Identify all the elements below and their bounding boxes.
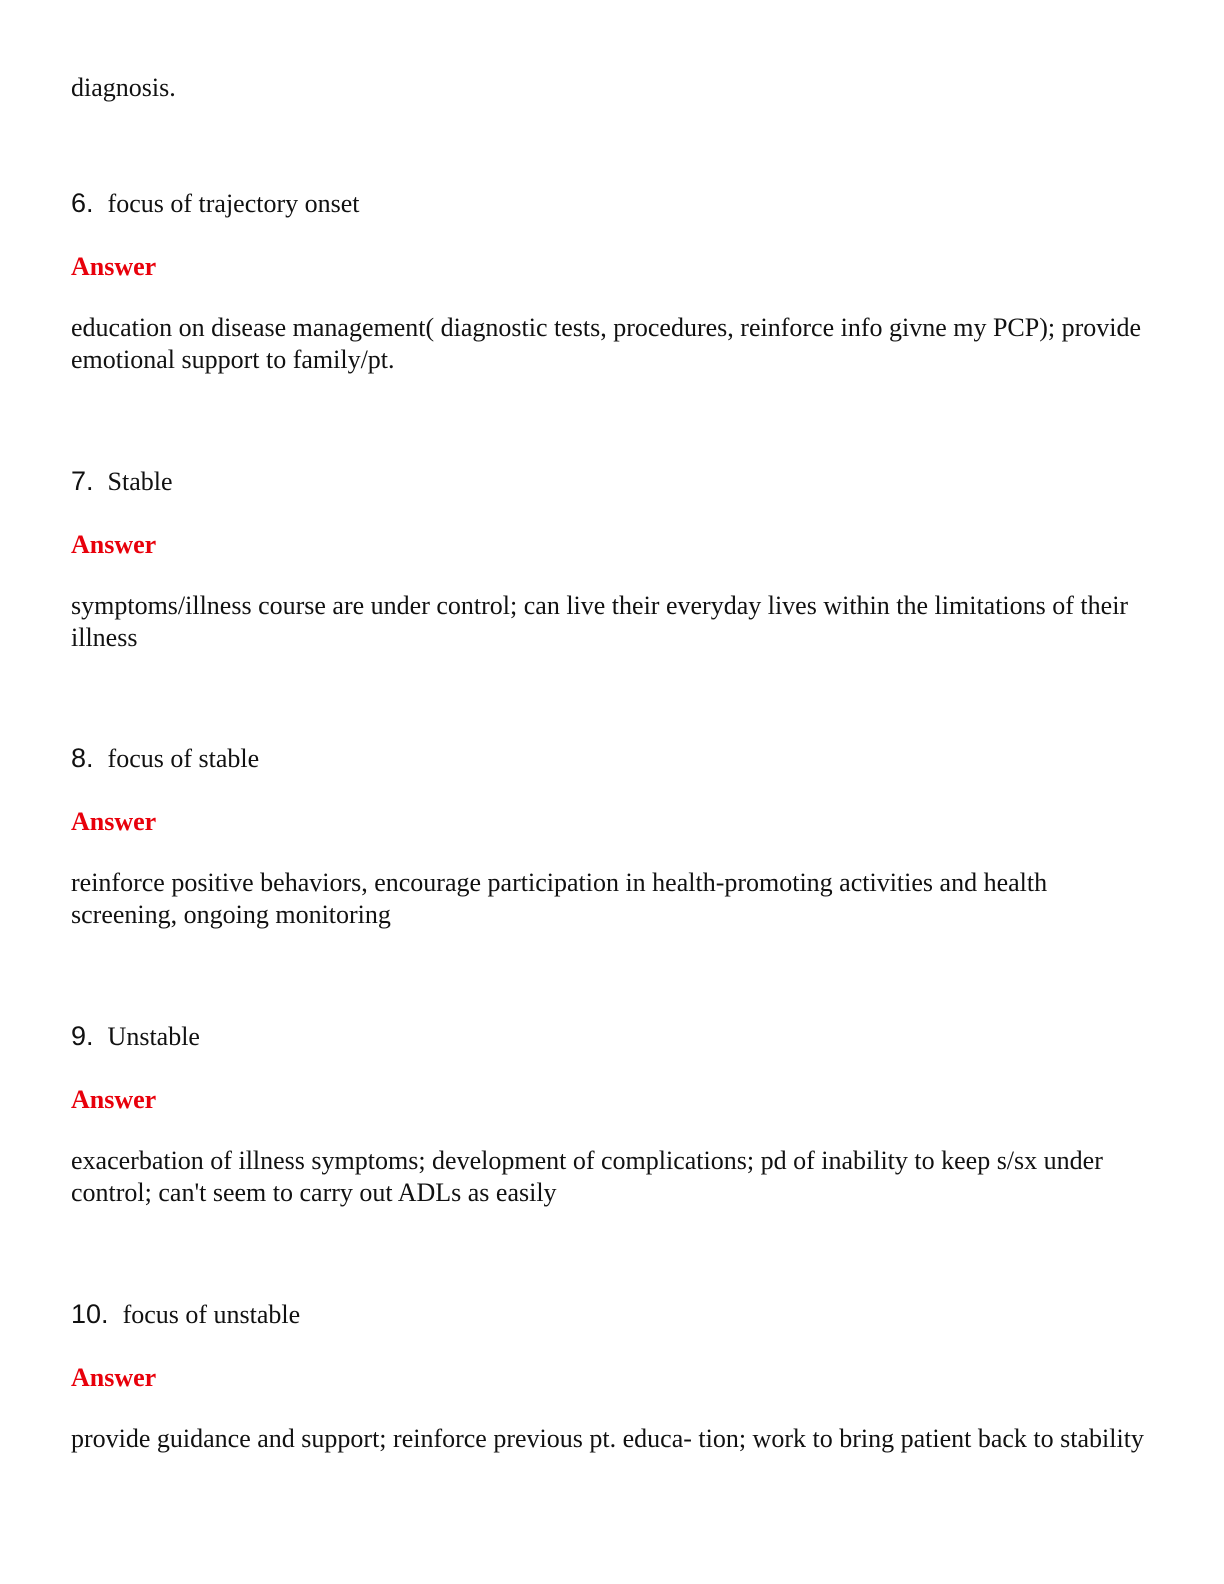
answer-text: exacerbation of illness symptoms; development of complications; pd of inability to keep s/sx under control; can't seem to carry out ADLs as easily	[71, 1146, 1103, 1207]
question-row	[71, 1299, 1151, 1335]
question-number-dot: .	[86, 743, 94, 773]
answer-text: provide guidance and support; reinforce previous pt. educa- tion; work to bring patient back to stability	[71, 1424, 1144, 1453]
answer-text: symptoms/illness course are under control; can live their everyday lives within the limitations of their illness	[71, 591, 1129, 652]
question-row	[71, 1021, 1151, 1057]
question-text: focus of stable	[107, 744, 260, 773]
question-text: Stable	[107, 467, 173, 496]
question-row	[71, 188, 1151, 224]
question-number-dot: .	[86, 466, 94, 496]
question-number-dot: .	[86, 188, 94, 218]
answer-label: Answer	[71, 807, 157, 836]
answer-text: education on disease management( diagnostic tests, procedures, reinforce info givne my PCP); provide emotional support to family/pt.	[71, 313, 1142, 374]
question-item-8	[71, 743, 1151, 931]
question-row	[71, 743, 1151, 779]
question-number: 7	[71, 466, 87, 496]
question-item-7	[71, 466, 1151, 654]
question-item-9	[71, 1021, 1151, 1209]
answer-label: Answer	[71, 530, 157, 559]
question-number-dot: .	[86, 1021, 94, 1051]
answer-label: Answer	[71, 1085, 157, 1114]
question-text: focus of trajectory onset	[107, 189, 360, 218]
question-number: 6	[71, 188, 87, 218]
question-item-10	[71, 1299, 1151, 1455]
question-number: 9	[71, 1021, 87, 1051]
question-text: Unstable	[107, 1022, 200, 1051]
question-text: focus of unstable	[122, 1300, 301, 1329]
question-number-dot: .	[101, 1299, 109, 1329]
answer-text: reinforce positive behaviors, encourage participation in health-promoting activities and health screening, ongoing monitoring	[71, 868, 1048, 929]
answer-label: Answer	[71, 252, 157, 281]
question-row	[71, 466, 1151, 502]
question-item-6	[71, 188, 1151, 376]
question-number: 10	[71, 1299, 102, 1329]
answer-label: Answer	[71, 1363, 157, 1392]
question-number: 8	[71, 743, 87, 773]
continued-answer-text: diagnosis.	[71, 73, 176, 102]
